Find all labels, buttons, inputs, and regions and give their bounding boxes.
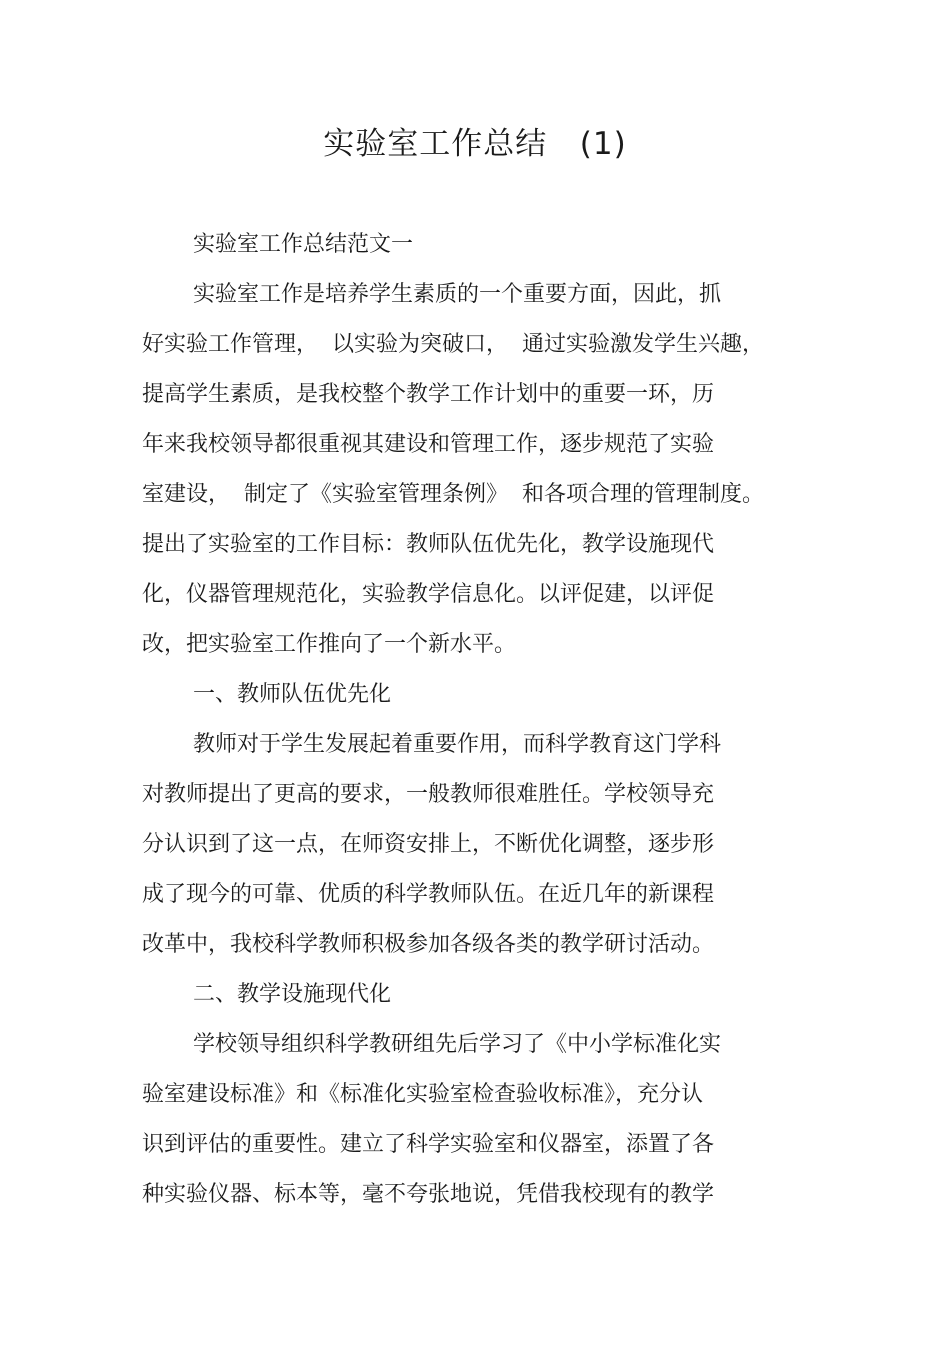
- text-line: 一、教师队伍优先化: [193, 682, 392, 707]
- text-line: 室建设， 制定了《实验室管理条例》 和各项合理的管理制度。: [142, 482, 764, 507]
- text-line: 分认识到了这一点，在师资安排上，不断优化调整，逐步形: [142, 832, 715, 857]
- text-line: 验室建设标准》和《标准化实验室检查验收标准》，充分认: [142, 1082, 704, 1107]
- text-line: 好实验工作管理， 以实验为突破口， 通过实验激发学生兴趣，: [142, 332, 764, 357]
- text-line: 实验室工作是培养学生素质的一个重要方面，因此，抓: [193, 282, 722, 307]
- document-body: [142, 220, 802, 1220]
- text-line: 提高学生素质，是我校整个教学工作计划中的重要一环，历: [142, 382, 715, 407]
- text-line: 年来我校领导都很重视其建设和管理工作，逐步规范了实验: [142, 432, 715, 457]
- text-line: 教师对于学生发展起着重要作用，而科学教育这门学科: [193, 732, 722, 757]
- text-line: 提出了实验室的工作目标：教师队伍优先化，教学设施现代: [142, 532, 715, 557]
- text-line: 化，仪器管理规范化，实验教学信息化。以评促建，以评促: [142, 582, 715, 607]
- text-line: 改，把实验室工作推向了一个新水平。: [142, 632, 517, 657]
- text-line: 对教师提出了更高的要求，一般教师很难胜任。学校领导充: [142, 782, 715, 807]
- text-line: 改革中，我校科学教师积极参加各级各类的教学研讨活动。: [142, 932, 715, 957]
- document-title: 实验室工作总结 (1): [323, 126, 627, 162]
- text-line: 学校领导组织科学教研组先后学习了《中小学标准化实: [193, 1032, 722, 1057]
- text-line: 种实验仪器、标本等，毫不夸张地说，凭借我校现有的教学: [142, 1182, 715, 1207]
- text-line: 二、教学设施现代化: [193, 982, 392, 1007]
- text-line: 识到评估的重要性。建立了科学实验室和仪器室，添置了各: [142, 1132, 715, 1157]
- text-line: 成了现今的可靠、优质的科学教师队伍。在近几年的新课程: [142, 882, 715, 907]
- text-line: 实验室工作总结范文一: [193, 232, 414, 257]
